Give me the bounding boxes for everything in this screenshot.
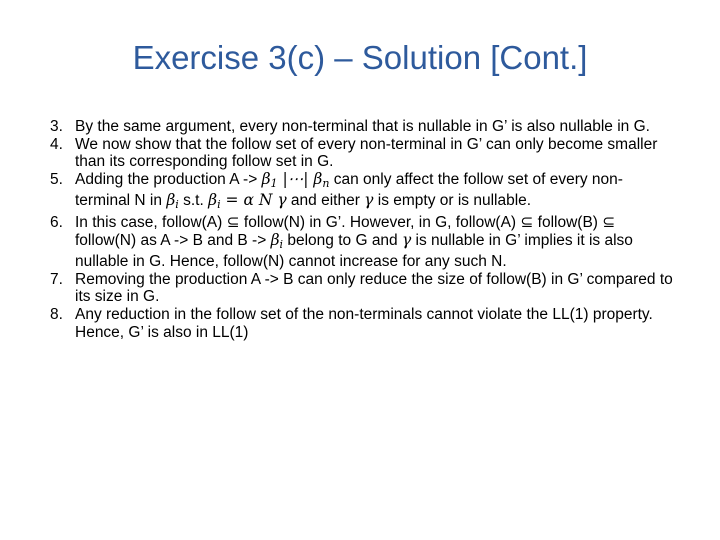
step-text	[75, 171, 675, 214]
step-text	[75, 214, 675, 271]
text-fragment: and either	[286, 192, 365, 210]
step-4	[0, 136, 720, 171]
solution-steps	[0, 118, 720, 341]
beta-i-symbol: $\beta_i$	[166, 191, 179, 212]
beta-1-symbol: $\beta_1$	[261, 169, 278, 190]
production-formula: $\beta_i = \alpha$ N γ	[208, 191, 287, 212]
beta-n-symbol: $\beta_n$	[313, 169, 330, 190]
step-number: 4.	[50, 135, 63, 153]
text-fragment: belong to G and	[283, 231, 402, 249]
step-3	[0, 118, 720, 136]
text-fragment: is nullable in G’ implies it is also nullable in G. Hence, follow(N) cannot increase for any such N.	[75, 231, 633, 271]
step-number: 8.	[50, 305, 63, 323]
text-fragment: is empty or is nullable.	[373, 192, 532, 210]
step-text: Removing the production A -> B can only reduce the size of follow(B) in G’ compared to its size in G.	[75, 270, 673, 306]
step-text: We now show that the follow set of every non-terminal in G’ can only become smaller than its corresponding follow set in G.	[75, 135, 658, 171]
step-text: By the same argument, every non-terminal that is nullable in G’ is also nullable in G.	[75, 118, 650, 135]
step-number: 5.	[50, 170, 63, 188]
text-fragment: can only affect the follow set of every non-terminal N in	[75, 170, 623, 210]
step-number: 7.	[50, 270, 63, 288]
alternation-symbol: |⋯|	[277, 169, 314, 188]
step-7	[0, 271, 720, 306]
text-fragment: s.t.	[178, 192, 209, 210]
beta-i-symbol: $\beta_i$	[270, 230, 284, 251]
step-5	[0, 171, 720, 214]
text-fragment: In this case, follow(A) ⊆ follow(N) in G’. However, in G, follow(A) ⊆ follow(B) ⊆ follow(N) as A -> B and B ->	[75, 213, 616, 249]
text-fragment: Adding the production A ->	[75, 170, 262, 188]
gamma-symbol: γ	[364, 191, 374, 210]
gamma-symbol: γ	[401, 230, 412, 249]
slide-title: Exercise 3(c) – Solution [Cont.]	[132, 39, 588, 76]
step-6	[0, 214, 720, 271]
step-8	[0, 306, 720, 341]
step-number: 3.	[50, 118, 63, 135]
step-text: Any reduction in the follow set of the non-terminals cannot violate the LL(1) property. Hence, G’ is also in LL(1)	[75, 305, 653, 341]
step-number: 6.	[50, 213, 63, 231]
